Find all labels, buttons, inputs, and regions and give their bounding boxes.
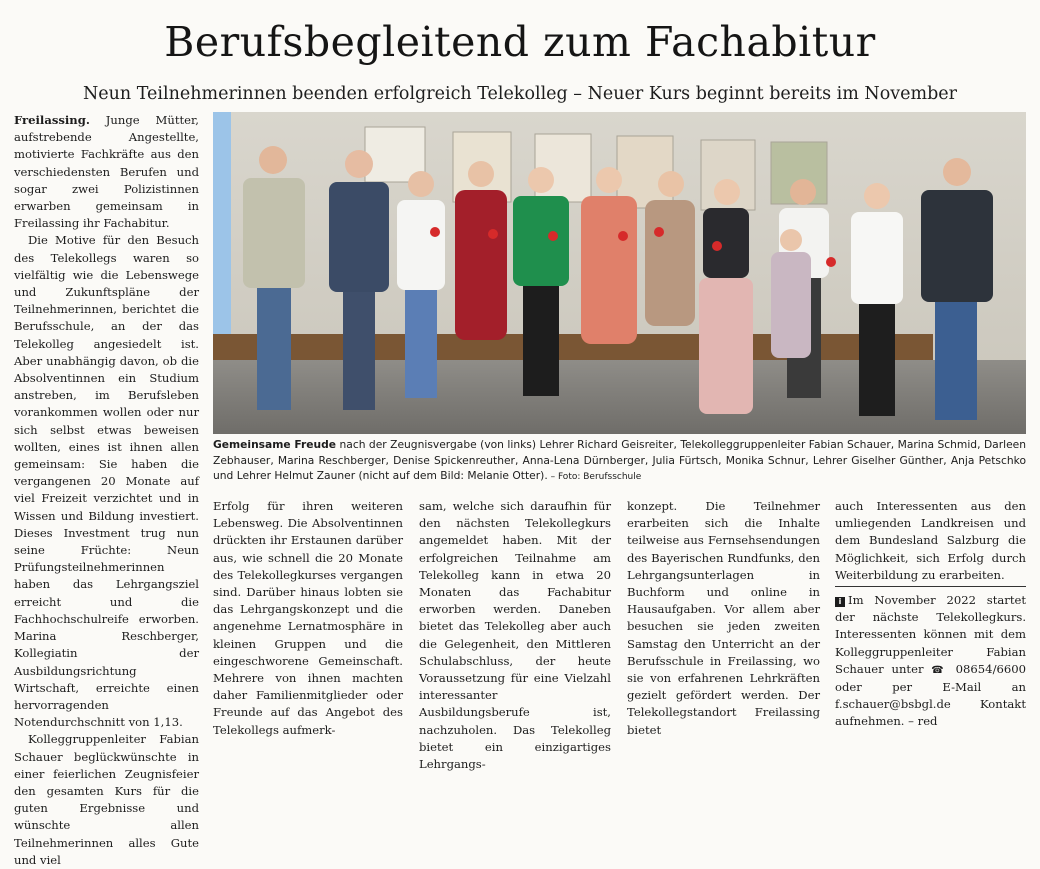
body-paragraph: Kolleggruppenleiter Fabian Schauer beglückwünschte in einer feierlichen Zeugnisfeier den gesamten Kurs für die guten Ergebnisse und wünschte allen Teilnehmerinnen alles Gute und viel <box>14 732 199 867</box>
photo-caption <box>213 437 1026 486</box>
article-column-1 <box>14 112 199 867</box>
body-paragraph: Erfolg für ihren weiteren Lebensweg. Die Absolventinnen drückten ihr Erstaunen darüber aus, wie schnell die 20 Monate des Telekollegkurses vergangen sind. Darüber hinaus lobten sie das Lehrgangskonzept und die angenehme Lernatmosphäre in kleinen Gruppen und die eingeschworene Gemeinschaft. Mehrere von ihnen machten daher Familienmitglieder oder Freunde auf das Angebot des Telekollegs aufmerk- <box>213 499 403 737</box>
article-column-5 <box>835 498 1026 584</box>
article-column-4 <box>627 498 820 737</box>
article-subheadline: Neun Teilnehmerinnen beenden erfolgreich Telekolleg – Neuer Kurs beginnt bereits im November <box>82 84 958 104</box>
author-signature: – red <box>904 714 938 729</box>
body-paragraph: Die Motive für den Besuch des Telekollegs waren so vielfältig wie die Lebenswege und Zukunftspläne der Teilnehmerinnen, berichtet die Berufsschule, an der das Telekolleg angesiedelt ist. Aber unabhängig davon, ob die Absolventinnen ein Studium anstreben, im Berufsleben vorankommen wollen oder nur sich selbst etwas beweisen wollten, eines ist ihnen allen gemeinsam: Sie haben die vergangenen 20 Monate auf viel Freizeit verzichtet und in Wissen und Bildung investiert. Dieses Investment trug nun seine Früchte: Neun Prüfungsteilnehmerinnen haben das Lehrgangsziel erreicht und die Fachhochschulreife erworben. Marina Reschberger, Kollegiatin der Ausbildungsrichtung Wirtschaft, erreichte einen hervorragenden Notendurchschnitt von 1,13. <box>14 233 199 730</box>
group-photo <box>213 112 1026 434</box>
intro-paragraph: Junge Mütter, aufstrebende Angestellte, motivierte Fachkräfte aus den verschiedensten Berufen und sogar zwei Polizistinnen erwarben gemeinsam in Freilassing ihr Fachabitur. <box>14 113 199 231</box>
caption-lead: Gemeinsame Freude <box>213 438 337 451</box>
article-headline: Berufsbegleitend zum Fachabitur <box>164 18 876 66</box>
photo-credit: – Foto: Berufsschule <box>547 472 642 483</box>
info-contact: 08654/6600 oder per E-Mail an f.schauer@bsbgl.de Kontakt aufnehmen. <box>835 661 1026 729</box>
body-paragraph: sam, welche sich daraufhin für den nächsten Telekollegkurs angemeldet haben. Mit der erfolgreichen Teilnahme am Telekolleg kann in etwa 20 Monaten das Fachabitur erworben werden. Daneben bietet das Telekolleg aber auch die Gelegenheit, den Mittleren Schulabschluss, der heute Voraussetzung für eine Vielzahl interessanter Ausbildungsberufe ist, nachzuholen. Das Telekolleg bietet ein einzigartiges Lehrgangs- <box>419 499 611 772</box>
phone-icon: ☎ <box>931 664 948 676</box>
body-paragraph: auch Interessenten aus den umliegenden Landkreisen und dem Bundesland Salzburg die Möglichkeit, sich Erfolg durch Weiterbildung zu erarbeiten. <box>835 499 1026 582</box>
info-box <box>835 592 1026 729</box>
divider <box>835 586 1026 587</box>
body-paragraph: konzept. Die Teilnehmer erarbeiten sich die Inhalte teilweise aus Fernsehsendungen des Bayerischen Rundfunks, den Lehrgangsunterlagen in Buchform und online in Hausaufgaben. Vor allem aber besuchen sie jeden zweiten Samstag den Unterricht an der Berufsschule in Freilassing, wo sie von erfahrenen Lehrkräften gezielt gefördert werden. Der Telekollegstandort Freilassing bietet <box>627 499 820 737</box>
info-text: Im November 2022 startet der nächste Telekollegkurs. Interessenten können mit dem Kolleggruppenleiter Fabian Schauer unter <box>835 593 1026 676</box>
article-column-3 <box>419 498 611 772</box>
info-icon: i <box>835 597 845 607</box>
caption-text: nach der Zeugnisvergabe (von links) Lehrer Richard Geisreiter, Telekolleggruppenleiter Fabian Schauer, Marina Schmid, Darleen Zebhauser, Marina Reschberger, Denise Spickenreuther, Anna-Lena Dürnberger, Julia Fürtsch, Monika Schnur, Lehrer Giselher Günther, Anja Petschko und Lehrer Helmut Zauner (nicht auf dem Bild: Melanie Otter). <box>213 438 1027 483</box>
dateline: Freilassing. <box>14 113 90 127</box>
article-column-2 <box>213 498 403 737</box>
